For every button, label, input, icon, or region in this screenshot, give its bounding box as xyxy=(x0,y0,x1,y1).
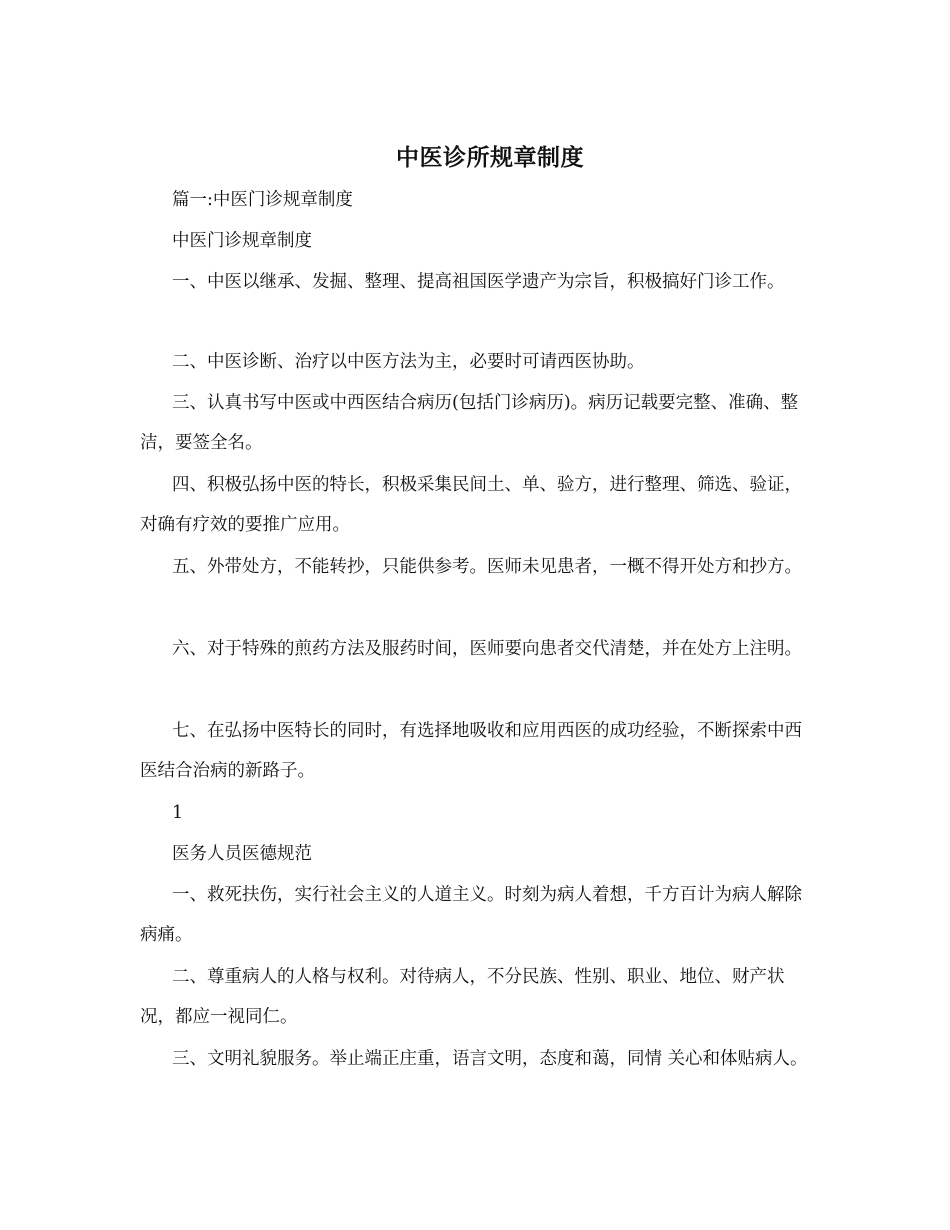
paragraph-rule-1: 一、中医以继承、发掘、整理、提高祖国医学遗产为宗旨，积极搞好门诊工作。 xyxy=(172,272,785,292)
paragraph-rule-6: 六、对于特殊的煎药方法及服药时间，医师要向患者交代清楚，并在处方上注明。 xyxy=(172,639,802,659)
paragraph-ethics-1: 一、救死扶伤，实行社会主义的人道主义。时刻为病人着想，千方百计为病人解除病痛。 xyxy=(140,885,802,945)
paragraph-article-heading: 篇一:中医门诊规章制度 xyxy=(172,190,353,210)
paragraph-rule-2: 二、中医诊断、治疗以中医方法为主，必要时可请西医协助。 xyxy=(172,352,645,372)
document-title: 中医诊所规章制度 xyxy=(396,144,584,171)
paragraph-section-heading: 中医门诊规章制度 xyxy=(172,231,312,251)
paragraph-ethics-3: 三、文明礼貌服务。举止端正庄重，语言文明，态度和蔼，同情 关心和体贴病人。 xyxy=(172,1049,808,1069)
paragraph-ethics-2: 二、尊重病人的人格与权利。对待病人，不分民族、性别、职业、地位、财产状况，都应一视同仁。 xyxy=(140,967,785,1027)
paragraph-rule-4: 四、积极弘扬中医的特长，积极采集民间土、单、验方，进行整理、筛选、验证，对确有疗效的要推广应用。 xyxy=(140,475,802,535)
page-number: 1 xyxy=(172,803,184,823)
paragraph-rule-7: 七、在弘扬中医特长的同时，有选择地吸收和应用西医的成功经验，不断探索中西医结合治病的新路子。 xyxy=(140,721,802,781)
paragraph-rule-3: 三、认真书写中医或中西医结合病历(包括门诊病历)。病历记载要完整、准确、整洁，要签全名。 xyxy=(140,393,799,453)
paragraph-ethics-heading: 医务人员医德规范 xyxy=(172,844,312,864)
paragraph-rule-5: 五、外带处方，不能转抄，只能供参考。医师未见患者，一概不得开处方和抄方。 xyxy=(172,557,802,577)
